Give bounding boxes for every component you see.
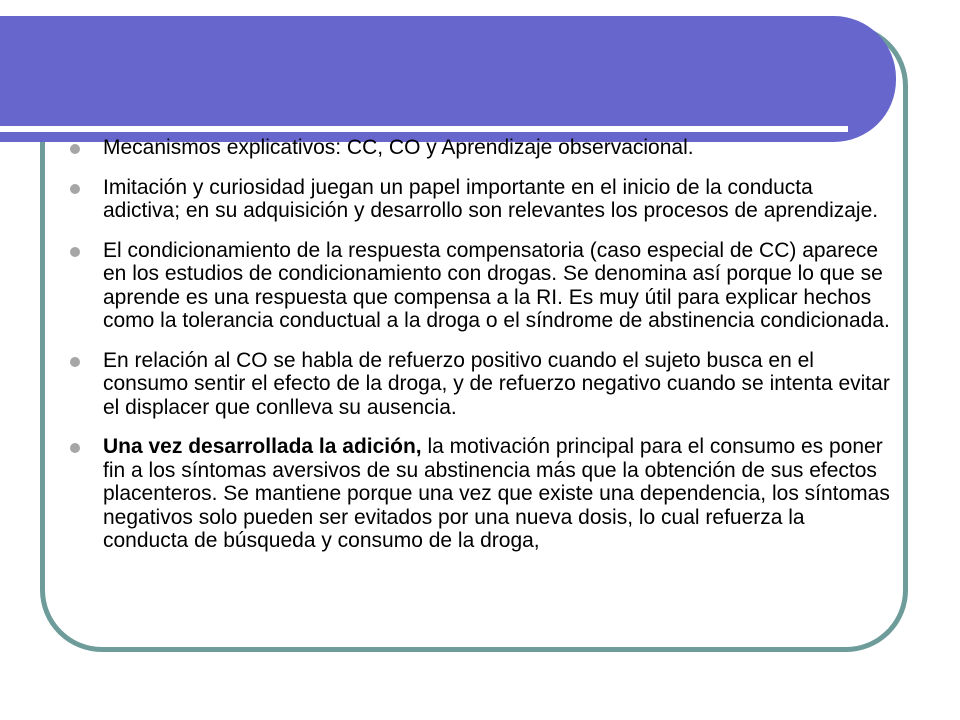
bullet-text: Mecanismos explicativos: CC, CO y Aprendizaje observacional.	[103, 136, 694, 159]
bullet-item	[70, 349, 892, 420]
bullet-dot-icon	[70, 247, 80, 257]
bullet-dot-icon	[70, 184, 80, 194]
bullet-dot-icon	[70, 443, 80, 453]
bullet-item	[70, 136, 892, 160]
bullet-bold-lead: Una vez desarrollada la adición,	[103, 435, 422, 458]
bullet-text: El condicionamiento de la respuesta compensatoria (caso especial de CC) aparece en los estudios de condicionamiento con drogas. Se denomina así porque lo que se aprende es una respuesta que compensa a la RI. Es muy útil para explicar hechos como la tolerancia conductual a la droga o el síndrome de abstinencia condicionada.	[103, 238, 890, 332]
bullet-dot-icon	[70, 357, 80, 367]
bullet-item	[70, 176, 892, 223]
bullet-text: Imitación y curiosidad juegan un papel importante en el inicio de la conducta adictiva; en su adquisición y desarrollo son relevantes los procesos de aprendizaje.	[103, 175, 879, 222]
bullet-item	[70, 239, 892, 333]
bullet-text: la motivación principal para el consumo es poner fin a los síntomas aversivos de su abstinencia más que la obtención de sus efectos placenteros. Se mantiene porque una vez que existe una dependencia, los síntomas negativos solo pueden ser evitados por una nueva dosis, lo cual refuerza la conducta de búsqueda y consumo de la droga,	[103, 435, 890, 552]
bullet-list	[70, 136, 892, 569]
bullet-dot-icon	[70, 144, 80, 154]
bullet-text: En relación al CO se habla de refuerzo positivo cuando el sujeto busca en el consumo sentir el efecto de la droga, y de refuerzo negativo cuando se intenta evitar el displacer que conlleva su ausencia.	[103, 348, 890, 419]
title-bar	[0, 16, 896, 142]
bullet-item	[70, 435, 892, 553]
title-underline	[0, 126, 848, 132]
